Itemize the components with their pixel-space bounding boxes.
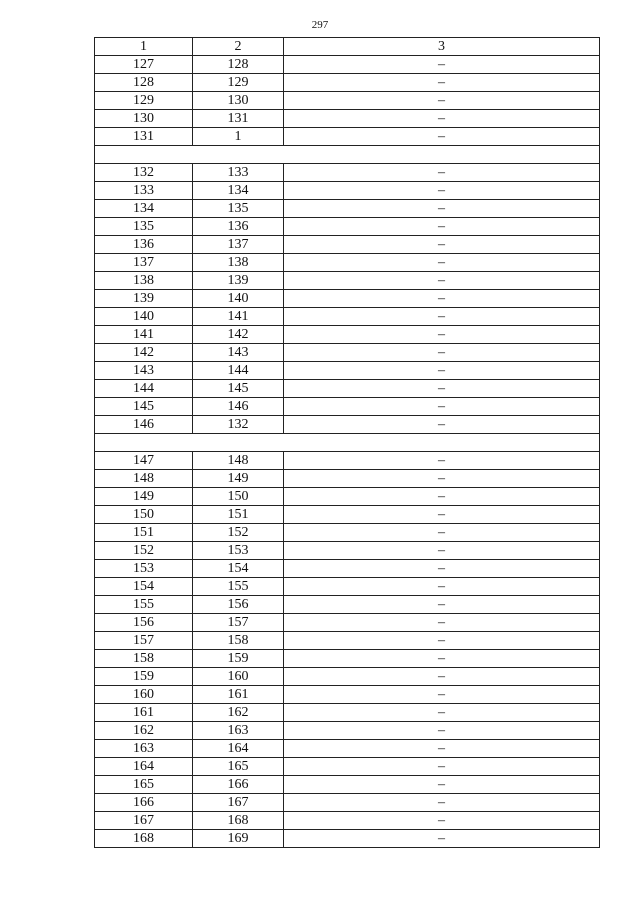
table-cell-col2: 140 <box>193 290 284 308</box>
table-cell-col1: 149 <box>95 488 193 506</box>
table-cell-col3: – <box>284 650 600 668</box>
table-cell-col3: – <box>284 758 600 776</box>
table-cell-col3: – <box>284 128 600 146</box>
table-cell-col3: – <box>284 362 600 380</box>
table-cell-col2: 166 <box>193 776 284 794</box>
table-row <box>95 668 600 686</box>
table-cell-col2: 160 <box>193 668 284 686</box>
table-cell-col1: 151 <box>95 524 193 542</box>
table-cell-col2: 131 <box>193 110 284 128</box>
table-cell-col3: – <box>284 830 600 848</box>
table-row <box>95 794 600 812</box>
table-cell-col2: 133 <box>193 164 284 182</box>
table-cell-col1: 165 <box>95 776 193 794</box>
table-cell-col1: 129 <box>95 92 193 110</box>
table-cell-col1: 150 <box>95 506 193 524</box>
table-cell-col2: 143 <box>193 344 284 362</box>
table-cell-col3: – <box>284 488 600 506</box>
page-number: 297 <box>311 19 329 31</box>
table-cell-col2: 152 <box>193 524 284 542</box>
table-cell-col1: 163 <box>95 740 193 758</box>
table-cell-col3: – <box>284 236 600 254</box>
table-row <box>95 398 600 416</box>
table-row <box>95 470 600 488</box>
table-row <box>95 704 600 722</box>
table-cell-col1: 128 <box>95 74 193 92</box>
table-row <box>95 740 600 758</box>
table-cell-col2: 163 <box>193 722 284 740</box>
table-row <box>95 650 600 668</box>
table-row <box>95 362 600 380</box>
table-cell-col3: – <box>284 524 600 542</box>
table-cell-col3: – <box>284 776 600 794</box>
table-row <box>95 218 600 236</box>
table-cell-col3: – <box>284 614 600 632</box>
table-cell-col1: 168 <box>95 830 193 848</box>
table-row <box>95 326 600 344</box>
table-cell-col1: 138 <box>95 272 193 290</box>
table-cell-col1: 135 <box>95 218 193 236</box>
table-cell-col2: 168 <box>193 812 284 830</box>
table-cell-col1: 155 <box>95 596 193 614</box>
table-row <box>95 164 600 182</box>
table-cell-col3: – <box>284 380 600 398</box>
table-cell-col2: 1 <box>193 128 284 146</box>
table-cell-col1: 157 <box>95 632 193 650</box>
table-row <box>95 182 600 200</box>
table-cell-col3: – <box>284 596 600 614</box>
table-row <box>95 128 600 146</box>
table-cell-col1: 167 <box>95 812 193 830</box>
table-cell-col3: – <box>284 506 600 524</box>
table-cell-col1: 139 <box>95 290 193 308</box>
table-cell-col3: – <box>284 308 600 326</box>
table-cell-col3: – <box>284 56 600 74</box>
table-row <box>95 812 600 830</box>
table-cell-col3: – <box>284 542 600 560</box>
table-row <box>95 542 600 560</box>
table-cell-col3: – <box>284 110 600 128</box>
table-cell-col2: 157 <box>193 614 284 632</box>
table-row <box>95 416 600 434</box>
table-row <box>95 614 600 632</box>
table-row <box>95 560 600 578</box>
table-cell-col1: 133 <box>95 182 193 200</box>
table-row <box>95 596 600 614</box>
table-cell-col1: 137 <box>95 254 193 272</box>
table-cell-col1: 158 <box>95 650 193 668</box>
table-row <box>95 74 600 92</box>
table-cell-col3: – <box>284 632 600 650</box>
table-cell-col2: 159 <box>193 650 284 668</box>
table-cell-col1: 146 <box>95 416 193 434</box>
group-separator-row <box>95 146 600 164</box>
table-cell-col2: 153 <box>193 542 284 560</box>
table-cell-col1: 156 <box>95 614 193 632</box>
table-cell-col3: – <box>284 182 600 200</box>
table-cell-col2: 130 <box>193 92 284 110</box>
table-cell-col3: – <box>284 272 600 290</box>
table-cell-col2: 132 <box>193 416 284 434</box>
table-cell-col2: 146 <box>193 398 284 416</box>
table-row <box>95 830 600 848</box>
table-cell-col3: – <box>284 218 600 236</box>
table-row <box>95 110 600 128</box>
table-row <box>95 452 600 470</box>
table-cell-col2: 142 <box>193 326 284 344</box>
table-cell-col2: 156 <box>193 596 284 614</box>
table-cell-col2: 162 <box>193 704 284 722</box>
table-cell-col1: 162 <box>95 722 193 740</box>
separator-cell <box>95 146 600 164</box>
table-cell-col3: – <box>284 92 600 110</box>
table-row <box>95 200 600 218</box>
table-cell-col1: 130 <box>95 110 193 128</box>
table-cell-col2: 150 <box>193 488 284 506</box>
table-row <box>95 722 600 740</box>
table-cell-col2: 149 <box>193 470 284 488</box>
header-cell-1: 1 <box>95 38 193 56</box>
table-cell-col3: – <box>284 578 600 596</box>
table-cell-col3: – <box>284 794 600 812</box>
table-row <box>95 506 600 524</box>
table-cell-col2: 138 <box>193 254 284 272</box>
table-cell-col1: 152 <box>95 542 193 560</box>
table-cell-col3: – <box>284 344 600 362</box>
table-cell-col3: – <box>284 560 600 578</box>
table-row <box>95 758 600 776</box>
table-cell-col1: 159 <box>95 668 193 686</box>
table-cell-col3: – <box>284 452 600 470</box>
table-cell-col2: 144 <box>193 362 284 380</box>
table-cell-col2: 137 <box>193 236 284 254</box>
table-row <box>95 254 600 272</box>
table-cell-col3: – <box>284 470 600 488</box>
table-cell-col3: – <box>284 290 600 308</box>
table-cell-col1: 132 <box>95 164 193 182</box>
table-row <box>95 524 600 542</box>
table-cell-col2: 154 <box>193 560 284 578</box>
table-cell-col2: 167 <box>193 794 284 812</box>
table-row <box>95 776 600 794</box>
table-cell-col1: 148 <box>95 470 193 488</box>
table-cell-col3: – <box>284 686 600 704</box>
table-cell-col1: 142 <box>95 344 193 362</box>
group-separator-row <box>95 434 600 452</box>
table-cell-col1: 147 <box>95 452 193 470</box>
table-row <box>95 308 600 326</box>
table-cell-col2: 129 <box>193 74 284 92</box>
table-cell-col2: 155 <box>193 578 284 596</box>
table-row <box>95 380 600 398</box>
header-cell-3: 3 <box>284 38 600 56</box>
table-cell-col2: 165 <box>193 758 284 776</box>
table-header-row <box>95 38 600 56</box>
table-cell-col2: 139 <box>193 272 284 290</box>
table-row <box>95 578 600 596</box>
table-cell-col2: 151 <box>193 506 284 524</box>
table-cell-col2: 169 <box>193 830 284 848</box>
table-cell-col2: 134 <box>193 182 284 200</box>
table-row <box>95 272 600 290</box>
table-cell-col1: 166 <box>95 794 193 812</box>
table-row <box>95 92 600 110</box>
table-cell-col3: – <box>284 200 600 218</box>
table-row <box>95 236 600 254</box>
table-cell-col3: – <box>284 164 600 182</box>
table-cell-col1: 145 <box>95 398 193 416</box>
table-row <box>95 56 600 74</box>
table-cell-col2: 128 <box>193 56 284 74</box>
table-cell-col1: 127 <box>95 56 193 74</box>
table-body <box>95 56 600 848</box>
table-cell-col1: 154 <box>95 578 193 596</box>
table-cell-col2: 164 <box>193 740 284 758</box>
table-cell-col3: – <box>284 668 600 686</box>
table-cell-col2: 148 <box>193 452 284 470</box>
table-cell-col1: 153 <box>95 560 193 578</box>
table-cell-col3: – <box>284 704 600 722</box>
table-cell-col3: – <box>284 74 600 92</box>
table-cell-col1: 131 <box>95 128 193 146</box>
table-cell-col3: – <box>284 812 600 830</box>
table-cell-col3: – <box>284 254 600 272</box>
table-cell-col1: 164 <box>95 758 193 776</box>
table-row <box>95 632 600 650</box>
header-cell-2: 2 <box>193 38 284 56</box>
table-cell-col1: 161 <box>95 704 193 722</box>
table-cell-col3: – <box>284 740 600 758</box>
data-table <box>94 37 600 848</box>
table-row <box>95 344 600 362</box>
table-row <box>95 290 600 308</box>
table-cell-col3: – <box>284 398 600 416</box>
table-cell-col1: 144 <box>95 380 193 398</box>
table-cell-col2: 158 <box>193 632 284 650</box>
table-cell-col1: 160 <box>95 686 193 704</box>
table-cell-col2: 135 <box>193 200 284 218</box>
table-cell-col1: 143 <box>95 362 193 380</box>
table-cell-col3: – <box>284 416 600 434</box>
table-cell-col2: 141 <box>193 308 284 326</box>
table-cell-col1: 136 <box>95 236 193 254</box>
table-row <box>95 488 600 506</box>
separator-cell <box>95 434 600 452</box>
table-cell-col1: 140 <box>95 308 193 326</box>
table-cell-col3: – <box>284 326 600 344</box>
table-cell-col2: 161 <box>193 686 284 704</box>
table-cell-col1: 141 <box>95 326 193 344</box>
table-cell-col2: 136 <box>193 218 284 236</box>
table-cell-col2: 145 <box>193 380 284 398</box>
table-cell-col1: 134 <box>95 200 193 218</box>
table-row <box>95 686 600 704</box>
table-cell-col3: – <box>284 722 600 740</box>
